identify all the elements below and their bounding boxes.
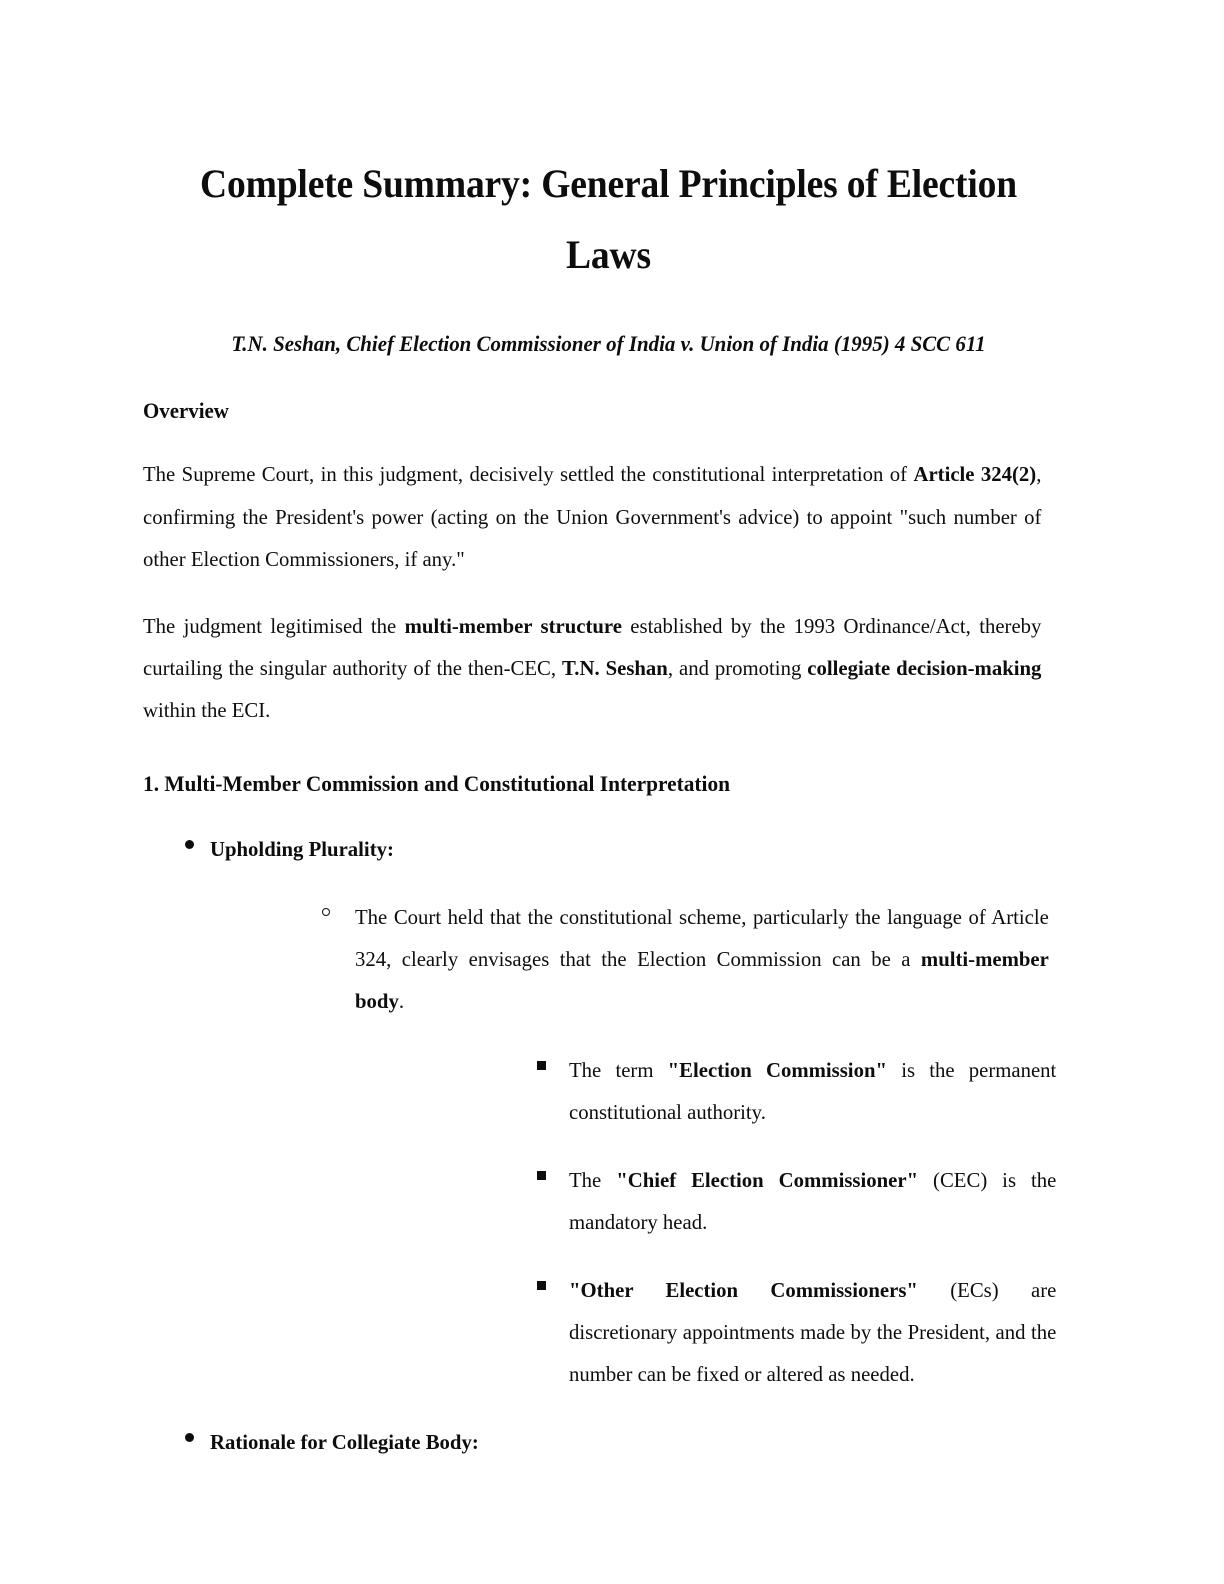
overview-paragraph-1 — [143, 428, 1041, 579]
list-item-text — [355, 896, 1049, 1022]
para2-bold-collegiate: collegiate decision-making — [807, 655, 1042, 680]
list-item-text — [569, 1049, 1056, 1133]
sub1-bold-multimember: multi-member body — [355, 947, 1049, 1014]
circle-bullet-icon — [322, 908, 330, 916]
list-item-court-held — [210, 870, 1074, 1395]
para1-text-b: , confirming the President's power (acting on the Union Government's advice) to appoint "such number of other Election Commissioners, if any." — [143, 462, 1042, 571]
sub-list-level-2 — [210, 870, 1074, 1395]
list-item-cec-head — [355, 1133, 1074, 1243]
list-item-label: Upholding Plurality: — [210, 837, 394, 862]
sq2-text-b: (CEC) is the mandatory head. — [569, 1167, 1057, 1234]
square-bullet-icon — [537, 1061, 546, 1070]
para2-text-c: , and promoting — [667, 655, 808, 680]
list-item-rationale-collegiate — [143, 1395, 1074, 1463]
sub-list-level-3 — [355, 1023, 1074, 1396]
section-1-bullet-list — [143, 802, 1074, 1464]
square-bullet-icon — [537, 1171, 546, 1180]
sq1-bold-term: "Election Commission" — [667, 1057, 888, 1082]
list-item-text — [569, 1159, 1056, 1243]
sq3-bold-term: "Other Election Commissioners" — [569, 1278, 918, 1303]
sub1-text-a: The Court held that the constitutional scheme, particularly the language of Article 324, clearly envisages that the Election Commission can be a — [355, 905, 1049, 972]
overview-heading: Overview — [143, 398, 229, 424]
disc-bullet-icon — [185, 1433, 194, 1442]
page-title: Complete Summary: General Principles of Election Laws — [199, 161, 1017, 278]
case-citation: T.N. Seshan, Chief Election Commissioner of India v. Union of India (1995) 4 SCC 611 — [231, 331, 986, 357]
square-bullet-icon — [537, 1281, 546, 1290]
sq3-text-b: (ECs) are discretionary appointments made by the President, and the number can be fixed or altered as needed. — [569, 1278, 1057, 1387]
sq2-bold-term: "Chief Election Commissioner" — [616, 1167, 919, 1192]
sub1-text-b: . — [398, 989, 405, 1014]
sq2-text-a: The — [569, 1167, 617, 1192]
section-1-heading: 1. Multi-Member Commission and Constitutional Interpretation — [143, 771, 731, 797]
document-content — [143, 0, 1074, 1464]
list-item-text — [569, 1269, 1056, 1395]
list-item-other-ecs — [355, 1243, 1074, 1395]
para2-text-a: The judgment legitimised the — [143, 613, 405, 638]
para2-text-d: within the ECI. — [143, 698, 271, 723]
sq1-text-a: The term — [569, 1057, 668, 1082]
list-item-upholding-plurality — [143, 802, 1074, 1395]
para2-text-b: established by the 1993 Ordinance/Act, thereby curtailing the singular authority of the then-CEC, — [143, 613, 1042, 680]
para2-bold-structure: multi-member structure — [404, 613, 622, 638]
para2-bold-seshan: T.N. Seshan — [561, 655, 668, 680]
para1-bold-article: Article 324(2) — [913, 462, 1037, 487]
sq1-text-b: is the permanent constitutional authority. — [569, 1057, 1057, 1124]
list-item-election-commission-term — [355, 1023, 1074, 1133]
disc-bullet-icon — [185, 840, 194, 849]
overview-paragraph-2 — [143, 580, 1041, 731]
list-item-label: Rationale for Collegiate Body: — [210, 1430, 479, 1455]
para1-text-a: The Supreme Court, in this judgment, decisively settled the constitutional interpretation of — [143, 462, 914, 487]
